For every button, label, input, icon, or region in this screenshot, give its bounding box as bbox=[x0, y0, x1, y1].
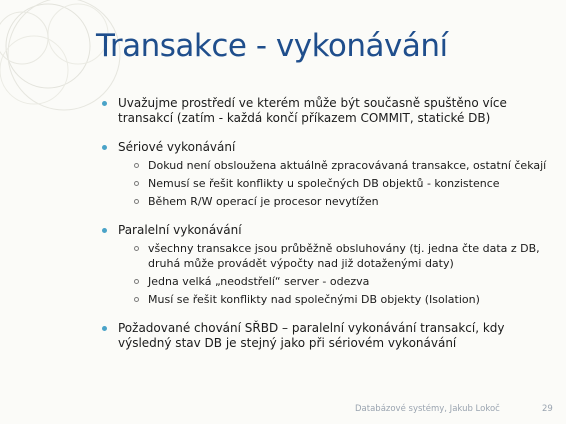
sub-item-text: Během R/W operací je procesor nevytížen bbox=[148, 195, 379, 208]
sub-item bbox=[118, 274, 550, 289]
sub-item-text: Dokud není obsloužena aktuálně zpracovávaná transakce, ostatní čekají bbox=[148, 159, 547, 172]
sub-item bbox=[118, 176, 550, 191]
bullet-marker bbox=[102, 145, 107, 150]
bullet-item bbox=[102, 321, 550, 351]
sub-item bbox=[118, 241, 550, 271]
sub-bullet-marker bbox=[134, 163, 139, 168]
sub-item bbox=[118, 158, 550, 173]
bullet-marker bbox=[102, 101, 107, 106]
footer-text: Databázové systémy, Jakub Lokoč bbox=[355, 404, 500, 414]
page-number: 29 bbox=[542, 404, 553, 414]
bullet-marker bbox=[102, 228, 107, 233]
sub-bullet-marker bbox=[134, 181, 139, 186]
bullet-text: Požadované chování SŘBD – paralelní vykonávání transakcí, kdy výsledný stav DB je stejný jako při sériovém vykonávání bbox=[118, 321, 505, 350]
sub-bullet-marker bbox=[134, 297, 139, 302]
bullet-text: Sériové vykonávání bbox=[118, 140, 236, 154]
bullet-text: Paralelní vykonávání bbox=[118, 223, 242, 237]
bullet-text: Uvažujme prostředí ve kterém může být současně spuštěno více transakcí (zatím - každá končí příkazem COMMIT, statické DB) bbox=[118, 96, 507, 125]
sub-list bbox=[118, 158, 550, 209]
slide-title: Transakce - vykonávání bbox=[96, 28, 448, 64]
sub-list bbox=[118, 241, 550, 307]
sub-bullet-marker bbox=[134, 279, 139, 284]
sub-bullet-marker bbox=[134, 199, 139, 204]
bullet-marker bbox=[102, 326, 107, 331]
sub-item-text: Musí se řešit konflikty nad společnými DB objekty (Isolation) bbox=[148, 293, 480, 306]
bullet-item bbox=[102, 96, 550, 126]
sub-item-text: všechny transakce jsou průběžně obsluhovány (tj. jedna čte data z DB, druhá může provádět výpočty nad již dotaženými daty) bbox=[148, 242, 540, 270]
sub-bullet-marker bbox=[134, 246, 139, 251]
sub-item-text: Jedna velká „neodstřelí“ server - odezva bbox=[148, 275, 370, 288]
sub-item bbox=[118, 292, 550, 307]
bullet-item bbox=[102, 140, 550, 209]
slide-content bbox=[102, 96, 550, 351]
sub-item bbox=[118, 194, 550, 209]
sub-item-text: Nemusí se řešit konflikty u společných DB objektů - konzistence bbox=[148, 177, 500, 190]
bullet-item bbox=[102, 223, 550, 307]
